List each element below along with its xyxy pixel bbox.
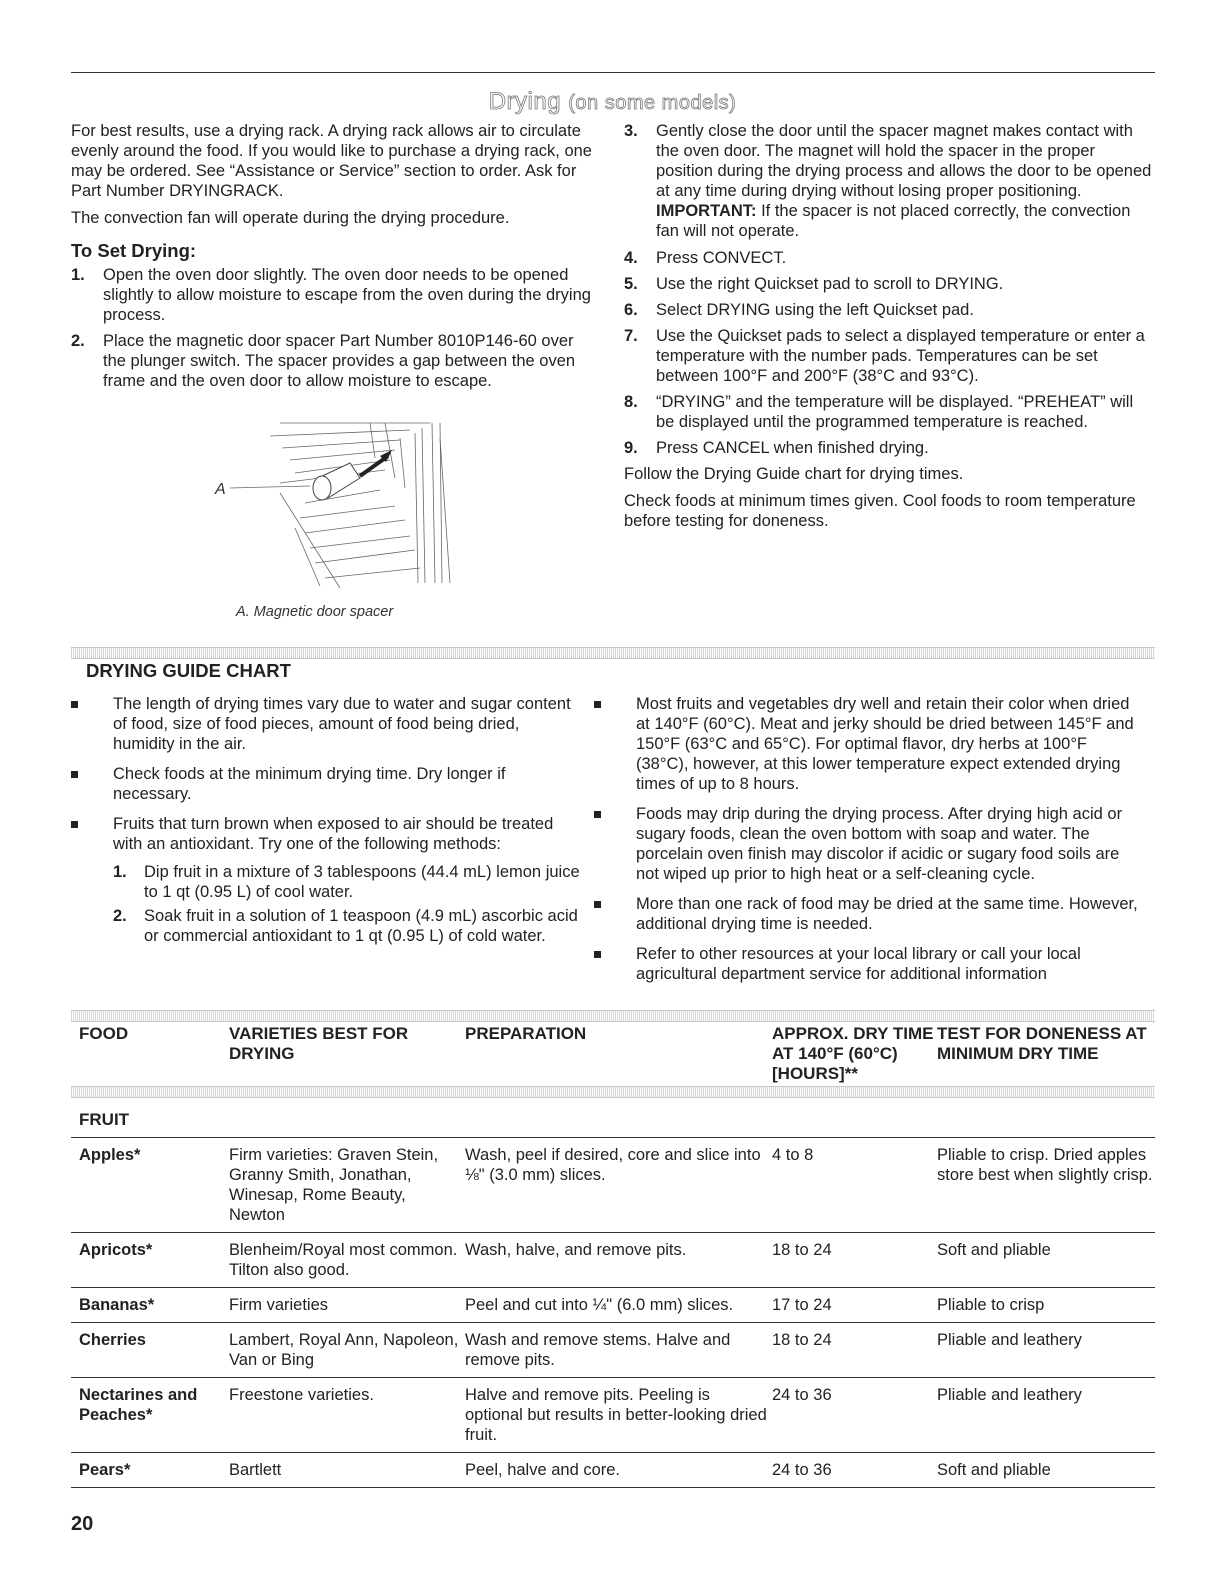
- step-text: Use the Quickset pads to select a displayed temperature or enter a temperature with the number pads. Temperatures can be set between 100°F and 200°F (38°C and 93°C).: [656, 327, 1145, 385]
- bullet-item: [70, 814, 580, 946]
- step-4: [624, 248, 1154, 268]
- cell-dry-time: 24 to 36: [772, 1461, 832, 1479]
- bullet-square-icon: [594, 951, 601, 958]
- bullet-square-icon: [71, 771, 78, 778]
- bullet-text: The length of drying times vary due to water and sugar content of food, size of food pieces, amount of food being dried, humidity in the air.: [113, 695, 571, 753]
- cell-dry-time: 4 to 8: [772, 1146, 814, 1164]
- figure-label-a: A: [215, 481, 226, 498]
- step-number: 6.: [624, 301, 638, 319]
- step-1: [71, 265, 596, 325]
- check-foods-text: Check foods at minimum times given. Cool foods to room temperature before testing for doneness.: [624, 492, 1136, 530]
- section-divider-band: [71, 647, 1155, 659]
- method-text: Soak fruit in a solution of 1 teaspoon (4.9 mL) ascorbic acid or commercial antioxidant to 1 qt (0.95 L) of cold water.: [144, 907, 578, 945]
- bullet-item: [593, 804, 1138, 884]
- method-item: [113, 862, 580, 902]
- cell-varieties: Firm varieties: Graven Stein, Granny Smith, Jonathan, Winesap, Rome Beauty, Newton: [229, 1146, 439, 1224]
- guide-bullets-left: [70, 694, 580, 956]
- drying-guide-heading: DRYING GUIDE CHART: [86, 660, 291, 681]
- right-column: [624, 121, 1154, 538]
- method-number: 2.: [113, 907, 127, 925]
- step-text: Place the magnetic door spacer Part Number 8010P146-60 over the plunger switch. The spacer provides a gap between the oven frame and the oven door to allow moisture to escape.: [103, 332, 576, 390]
- header-doneness: TEST FOR DONENESS AT MINIMUM DRY TIME: [937, 1024, 1147, 1063]
- cell-varieties: Blenheim/Royal most common. Tilton also good.: [229, 1241, 458, 1279]
- bullet-text: Most fruits and vegetables dry well and retain their color when dried at 140°F (60°C). Meat and jerky should be dried between 145°F and 150°F (63°C and 65°C). For optimal flavor, dry herbs at 100°F (38°C), however, at this lower temperature expect extended drying times of up to 8 hours.: [636, 695, 1134, 793]
- cell-food: Bananas*: [79, 1296, 155, 1314]
- cell-preparation: Peel and cut into ¼" (6.0 mm) slices.: [465, 1296, 734, 1314]
- step-number: 5.: [624, 275, 638, 293]
- set-drying-heading: To Set Drying:: [71, 240, 197, 261]
- cell-preparation: Wash, halve, and remove pits.: [465, 1241, 687, 1259]
- magnetic-door-spacer-figure: [210, 418, 460, 590]
- method-item: [113, 906, 580, 946]
- cell-food: Apples*: [79, 1146, 141, 1164]
- table-category-fruit: FRUIT: [79, 1110, 130, 1129]
- cell-preparation: Peel, halve and core.: [465, 1461, 621, 1479]
- important-text: If the spacer is not placed correctly, the convection fan will not operate.: [656, 202, 1131, 240]
- step-text: “DRYING” and the temperature will be displayed. “PREHEAT” will be displayed until the programmed temperature is reached.: [656, 393, 1134, 431]
- cell-varieties: Freestone varieties.: [229, 1386, 374, 1404]
- step-2: [71, 331, 596, 391]
- bullet-item: [70, 764, 580, 804]
- section-title-text: Drying: [488, 88, 562, 115]
- bullet-item: [593, 894, 1138, 934]
- cell-food: Pears*: [79, 1461, 131, 1479]
- bullet-item: [593, 694, 1138, 794]
- step-text: Press CANCEL when finished drying.: [656, 439, 929, 457]
- guide-bullets-right: [593, 694, 1138, 994]
- section-title: [0, 88, 1225, 116]
- header-varieties: VARIETIES BEST FOR DRYING: [229, 1024, 409, 1063]
- step-text: Open the oven door slightly. The oven door needs to be opened slightly to allow moisture to escape from the oven during the drying process.: [103, 266, 591, 324]
- cell-food: Cherries: [79, 1331, 146, 1349]
- cell-food: Nectarines and Peaches*: [79, 1386, 198, 1424]
- cell-dry-time: 17 to 24: [772, 1296, 832, 1314]
- cell-varieties: Firm varieties: [229, 1296, 329, 1314]
- method-text: Dip fruit in a mixture of 3 tablespoons (44.4 mL) lemon juice to 1 qt (0.95 L) of cool water.: [144, 863, 580, 901]
- step-text: Use the right Quickset pad to scroll to DRYING.: [656, 275, 1004, 293]
- table-row: [71, 1322, 1155, 1377]
- table-row: [71, 1137, 1155, 1232]
- step-number: 4.: [624, 249, 638, 267]
- steps-list-right: [624, 121, 1154, 458]
- step-3: [624, 121, 1154, 241]
- step-number: 2.: [71, 332, 85, 350]
- step-8: [624, 392, 1154, 432]
- cell-doneness: Pliable to crisp. Dried apples store best when slightly crisp.: [937, 1146, 1153, 1184]
- antioxidant-methods-list: [113, 862, 580, 946]
- step-7: [624, 326, 1154, 386]
- step-5: [624, 274, 1154, 294]
- step-number: 3.: [624, 122, 638, 140]
- cell-varieties: Lambert, Royal Ann, Napoleon, Van or Bing: [229, 1331, 459, 1369]
- bullet-square-icon: [594, 901, 601, 908]
- bullet-text: Foods may drip during the drying process. After drying high acid or sugary foods, clean the oven bottom with soap and water. The porcelain oven finish may discolor if acidic or sugary food soils are not wiped up prior to high heat or a self-cleaning cycle.: [636, 805, 1123, 883]
- cell-dry-time: 24 to 36: [772, 1386, 832, 1404]
- page-number: 20: [71, 1513, 94, 1535]
- table-row: [71, 1232, 1155, 1287]
- oven-door-illustration: [210, 418, 460, 590]
- table-header-band-top: [71, 1010, 1155, 1022]
- method-number: 1.: [113, 863, 127, 881]
- step-number: 9.: [624, 439, 638, 457]
- intro-paragraph-1: For best results, use a drying rack. A drying rack allows air to circulate evenly around the food. If you would like to purchase a drying rack, one may be ordered. See “Assistance or Service” section to order. Ask for Part Number DRYINGRACK.: [71, 122, 592, 200]
- cell-doneness: Pliable to crisp: [937, 1296, 1045, 1314]
- figure-caption: A. Magnetic door spacer: [236, 604, 394, 620]
- cell-doneness: Pliable and leathery: [937, 1386, 1082, 1404]
- follow-guide-text: Follow the Drying Guide chart for drying times.: [624, 465, 964, 483]
- table-header-row: [71, 1024, 1155, 1094]
- steps-list-left: [71, 265, 596, 391]
- important-note: [656, 201, 1154, 241]
- step-number: 1.: [71, 266, 85, 284]
- table-row: [71, 1377, 1155, 1452]
- bullet-square-icon: [71, 821, 78, 828]
- cell-doneness: Soft and pliable: [937, 1461, 1051, 1479]
- cell-dry-time: 18 to 24: [772, 1241, 832, 1259]
- cell-preparation: Wash and remove stems. Halve and remove pits.: [465, 1331, 731, 1369]
- step-number: 7.: [624, 327, 638, 345]
- cell-preparation: Wash, peel if desired, core and slice into ⅛" (3.0 mm) slices.: [465, 1146, 761, 1184]
- drying-guide-table: [71, 1024, 1155, 1488]
- header-food: FOOD: [79, 1024, 129, 1043]
- table-row: [71, 1287, 1155, 1322]
- step-9: [624, 438, 1154, 458]
- table-row: [71, 1452, 1155, 1488]
- cell-preparation: Halve and remove pits. Peeling is optional but results in better-looking dried fruit.: [465, 1386, 767, 1444]
- bullet-text: More than one rack of food may be dried at the same time. However, additional drying time is needed.: [636, 895, 1138, 933]
- cell-doneness: Pliable and leathery: [937, 1331, 1082, 1349]
- cell-dry-time: 18 to 24: [772, 1331, 832, 1349]
- intro-paragraph-2: The convection fan will operate during the drying procedure.: [71, 209, 510, 227]
- left-column: [71, 121, 596, 397]
- cell-varieties: Bartlett: [229, 1461, 282, 1479]
- bullet-square-icon: [594, 811, 601, 818]
- bullet-text: Fruits that turn brown when exposed to air should be treated with an antioxidant. Try one of the following methods:: [113, 815, 554, 853]
- cell-doneness: Soft and pliable: [937, 1241, 1051, 1259]
- bullet-square-icon: [594, 701, 601, 708]
- header-dry-time: APPROX. DRY TIME AT 140°F (60°C) [HOURS]**: [772, 1024, 934, 1083]
- bullet-item: [593, 944, 1138, 984]
- step-text: Press CONVECT.: [656, 249, 787, 267]
- cell-food: Apricots*: [79, 1241, 153, 1259]
- step-text: Gently close the door until the spacer magnet makes contact with the oven door. The magnet will hold the spacer in the proper position during the drying process and allows the door to be opened at any time during drying without losing proper positioning.: [656, 122, 1152, 200]
- bullet-item: [70, 694, 580, 754]
- bullet-text: Refer to other resources at your local library or call your local agricultural department service for additional information: [636, 945, 1081, 983]
- top-rule: [71, 72, 1155, 73]
- section-subtitle: (on some models): [568, 92, 737, 114]
- step-number: 8.: [624, 393, 638, 411]
- important-label: IMPORTANT:: [656, 202, 757, 220]
- header-preparation: PREPARATION: [465, 1024, 587, 1043]
- bullet-text: Check foods at the minimum drying time. Dry longer if necessary.: [113, 765, 506, 803]
- bullet-square-icon: [71, 701, 78, 708]
- step-6: [624, 300, 1154, 320]
- step-text: Select DRYING using the left Quickset pad.: [656, 301, 974, 319]
